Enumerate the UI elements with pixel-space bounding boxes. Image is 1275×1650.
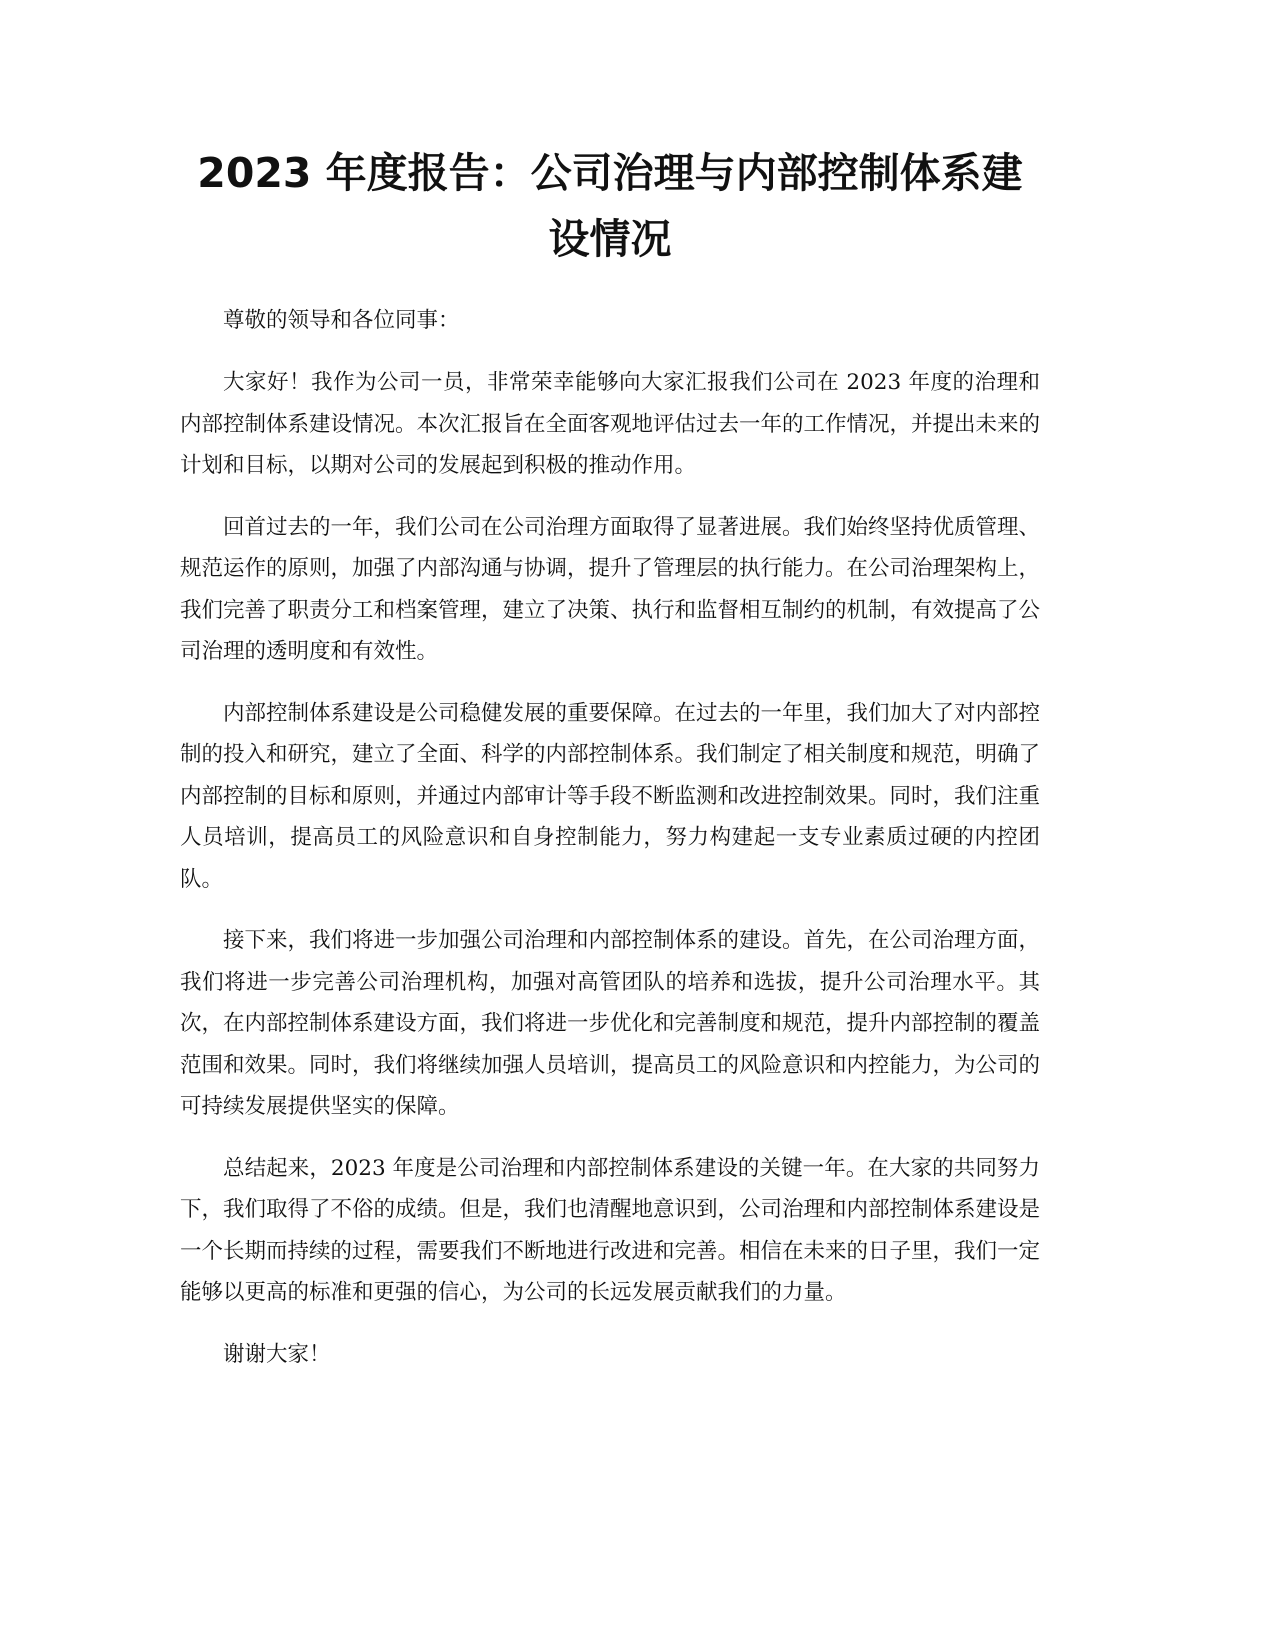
paragraph-future-plans: 接下来，我们将进一步加强公司治理和内部控制体系的建设。首先，在公司治理方面，我们将进一步完善公司治理机构，加强对高管团队的培养和选拔，提升公司治理水平。其次，在内部控制体系建设方面，我们将进一步优化和完善制度和规范，提升内部控制的覆盖范围和效果。同时，我们将继续加强人员培训，提高员工的风险意识和内控能力，为公司的可持续发展提供坚实的保障。 xyxy=(180,928,1041,1119)
paragraph-summary: 总结起来，2023 年度是公司治理和内部控制体系建设的关键一年。在大家的共同努力下，我们取得了不俗的成绩。但是，我们也清醒地意识到，公司治理和内部控制体系建设是一个长期而持续的过程，需要我们不断地进行改进和完善。相信在未来的日子里，我们一定能够以更高的标准和更强的信心，为公司的长远发展贡献我们的力量。 xyxy=(180,1155,1041,1305)
document-page xyxy=(180,140,1040,1376)
closing-thanks: 谢谢大家！ xyxy=(223,1341,331,1367)
paragraph-intro: 大家好！我作为公司一员，非常荣幸能够向大家汇报我们公司在 2023 年度的治理和内部控制体系建设情况。本次汇报旨在全面客观地评估过去一年的工作情况，并提出未来的计划和目标，以期对公司的发展起到积极的推动作用。 xyxy=(180,370,1041,478)
salutation: 尊敬的领导和各位同事： xyxy=(223,308,460,333)
paragraph-governance-review: 回首过去的一年，我们公司在公司治理方面取得了显著进展。我们始终坚持优质管理、规范运作的原则，加强了内部沟通与协调，提升了管理层的执行能力。在公司治理架构上，我们完善了职责分工和档案管理，建立了决策、执行和监督相互制约的机制，有效提高了公司治理的透明度和有效性。 xyxy=(180,514,1041,664)
document-title: 2023 年度报告：公司治理与内部控制体系建设情况 xyxy=(197,149,1023,263)
paragraph-internal-control: 内部控制体系建设是公司稳健发展的重要保障。在过去的一年里，我们加大了对内部控制的投入和研究，建立了全面、科学的内部控制体系。我们制定了相关制度和规范，明确了内部控制的目标和原则，并通过内部审计等手段不断监测和改进控制效果。同时，我们注重人员培训，提高员工的风险意识和自身控制能力，努力构建起一支专业素质过硬的内控团队。 xyxy=(180,700,1041,892)
